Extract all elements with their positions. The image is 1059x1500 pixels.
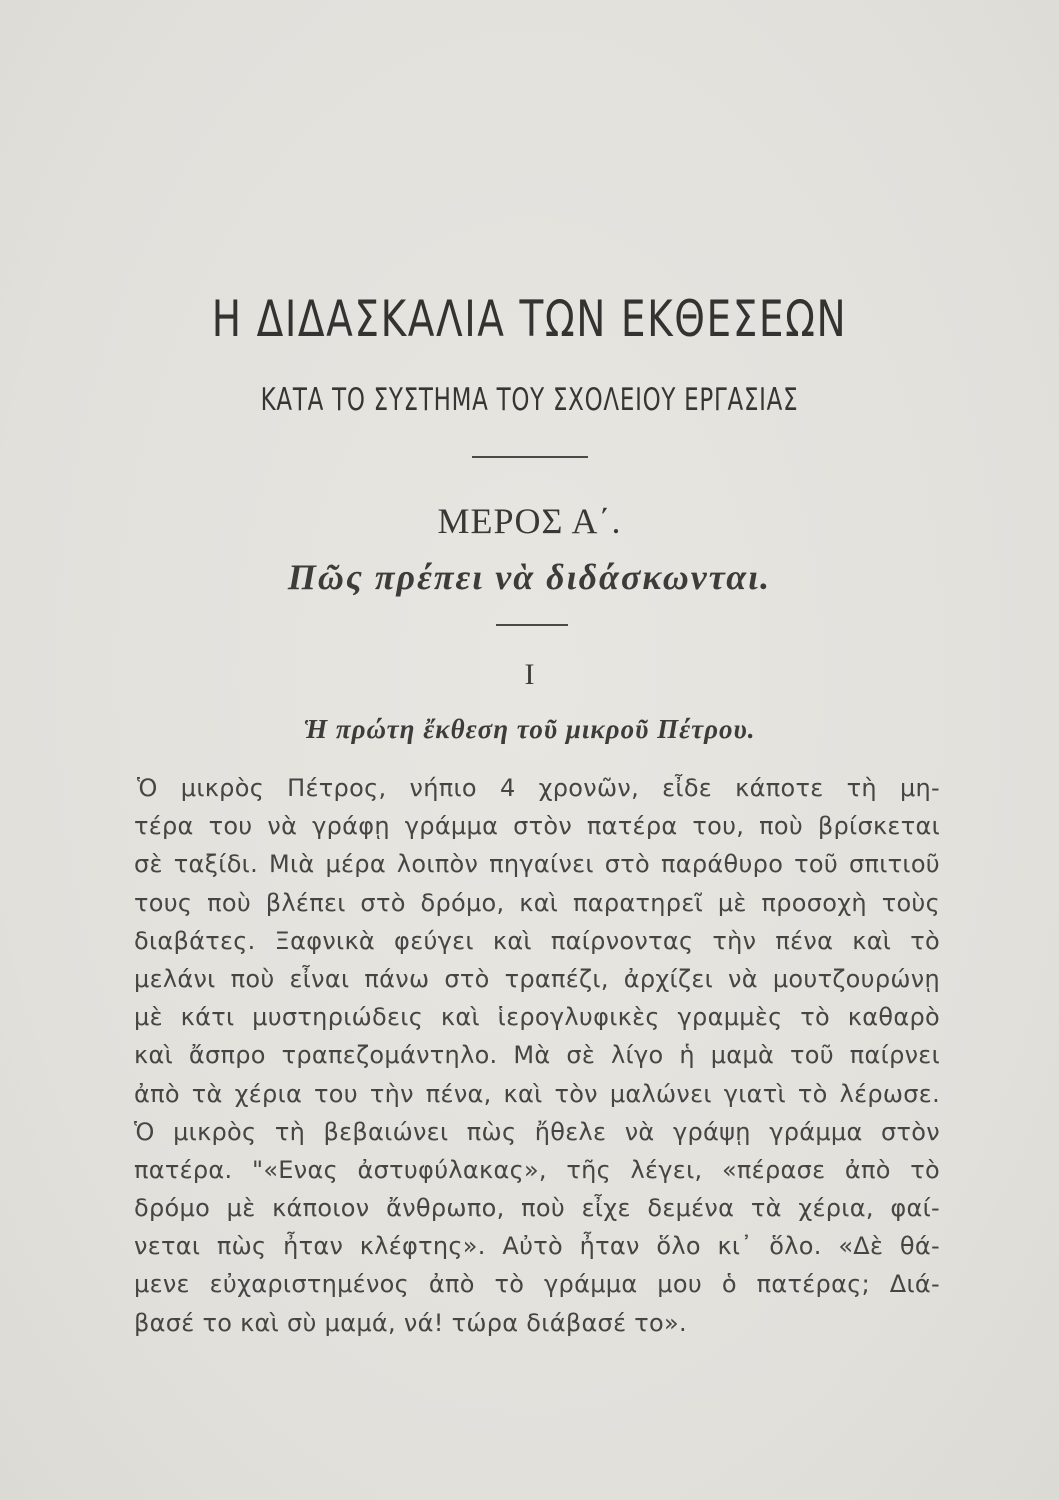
- section-numeral: I: [524, 658, 535, 691]
- body-line: σὲ ταξίδι. Μιὰ μέρα λοιπὸν πηγαίνει στὸ παράθυρο τοῦ σπιτιοῦ: [134, 850, 940, 879]
- body-line: ἀπὸ τὰ χέρια του τὴν πένα, καὶ τὸν μαλώνει γιατὶ τὸ λέρωσε.: [134, 1079, 940, 1108]
- section-title: Ἡ πρώτη ἔκθεση τοῦ μικροῦ Πέτρου.: [303, 714, 756, 744]
- body-line: καὶ ἄσπρο τραπεζομάντηλο. Μὰ σὲ λίγο ἡ μαμὰ τοῦ παίρνει: [134, 1041, 940, 1070]
- body-line: πατέρα. "«Ενας ἀστυφύλακας», τῆς λέγει, «πέρασε ἀπὸ τὸ: [134, 1155, 940, 1184]
- body-line: τους ποὺ βλέπει στὸ δρόμο, καὶ παρατηρεῖ μὲ προσοχὴ τοὺς: [134, 888, 940, 917]
- body-paragraph: [134, 769, 940, 1342]
- body-line: μελάνι ποὺ εἶναι πάνω στὸ τραπέζι, ἀρχίζει νὰ μουτζουρώνῃ: [134, 964, 940, 993]
- body-line: δρόμο μὲ κάποιον ἄνθρωπο, ποὺ εἶχε δεμένα τὰ χέρια, φαί-: [134, 1194, 940, 1223]
- body-line: νεται πὼς ἦταν κλέφτης». Αὐτὸ ἦταν ὅλο κι᾽ ὅλο. «Δὲ θά-: [134, 1232, 940, 1261]
- title-divider: [472, 456, 588, 458]
- part-subtitle: Πῶς πρέπει νὰ διδάσκωνται.: [287, 557, 772, 597]
- book-title: Η ΔΙΔΑΣΚΑΛΙΑ ΤΩΝ ΕΚΘΕΣΕΩΝ: [211, 290, 848, 348]
- body-line: μενε εὐχαριστημένος ἀπὸ τὸ γράμμα μου ὁ πατέρας; Διά-: [134, 1270, 940, 1299]
- body-line: βασέ το καὶ σὺ μαμά, νά! τώρα διάβασέ το».: [134, 1308, 687, 1337]
- body-line: Ὁ μικρὸς τὴ βεβαιώνει πὼς ἤθελε νὰ γράψῃ γράμμα στὸν: [134, 1117, 940, 1146]
- book-subtitle: ΚΑΤΑ ΤΟ ΣΥΣΤΗΜΑ ΤΟΥ ΣΧΟΛΕΙΟΥ ΕΡΓΑΣΙΑΣ: [260, 382, 799, 418]
- body-line: Ὁ μικρὸς Πέτρος, νήπιο 4 χρονῶν, εἶδε κάποτε τὴ μη-: [137, 774, 940, 802]
- body-line: τέρα του νὰ γράφῃ γράμμα στὸν πατέρα του, ποὺ βρίσκεται: [134, 812, 940, 841]
- part-label: ΜΕΡΟΣ Α΄.: [437, 501, 622, 541]
- part-divider: [496, 624, 568, 626]
- body-line: μὲ κάτι μυστηριώδεις καὶ ἱερογλυφικὲς γραμμὲς τὸ καθαρὸ: [134, 1003, 940, 1032]
- body-line: διαβάτες. Ξαφνικὰ φεύγει καὶ παίρνοντας τὴν πένα καὶ τὸ: [134, 926, 940, 955]
